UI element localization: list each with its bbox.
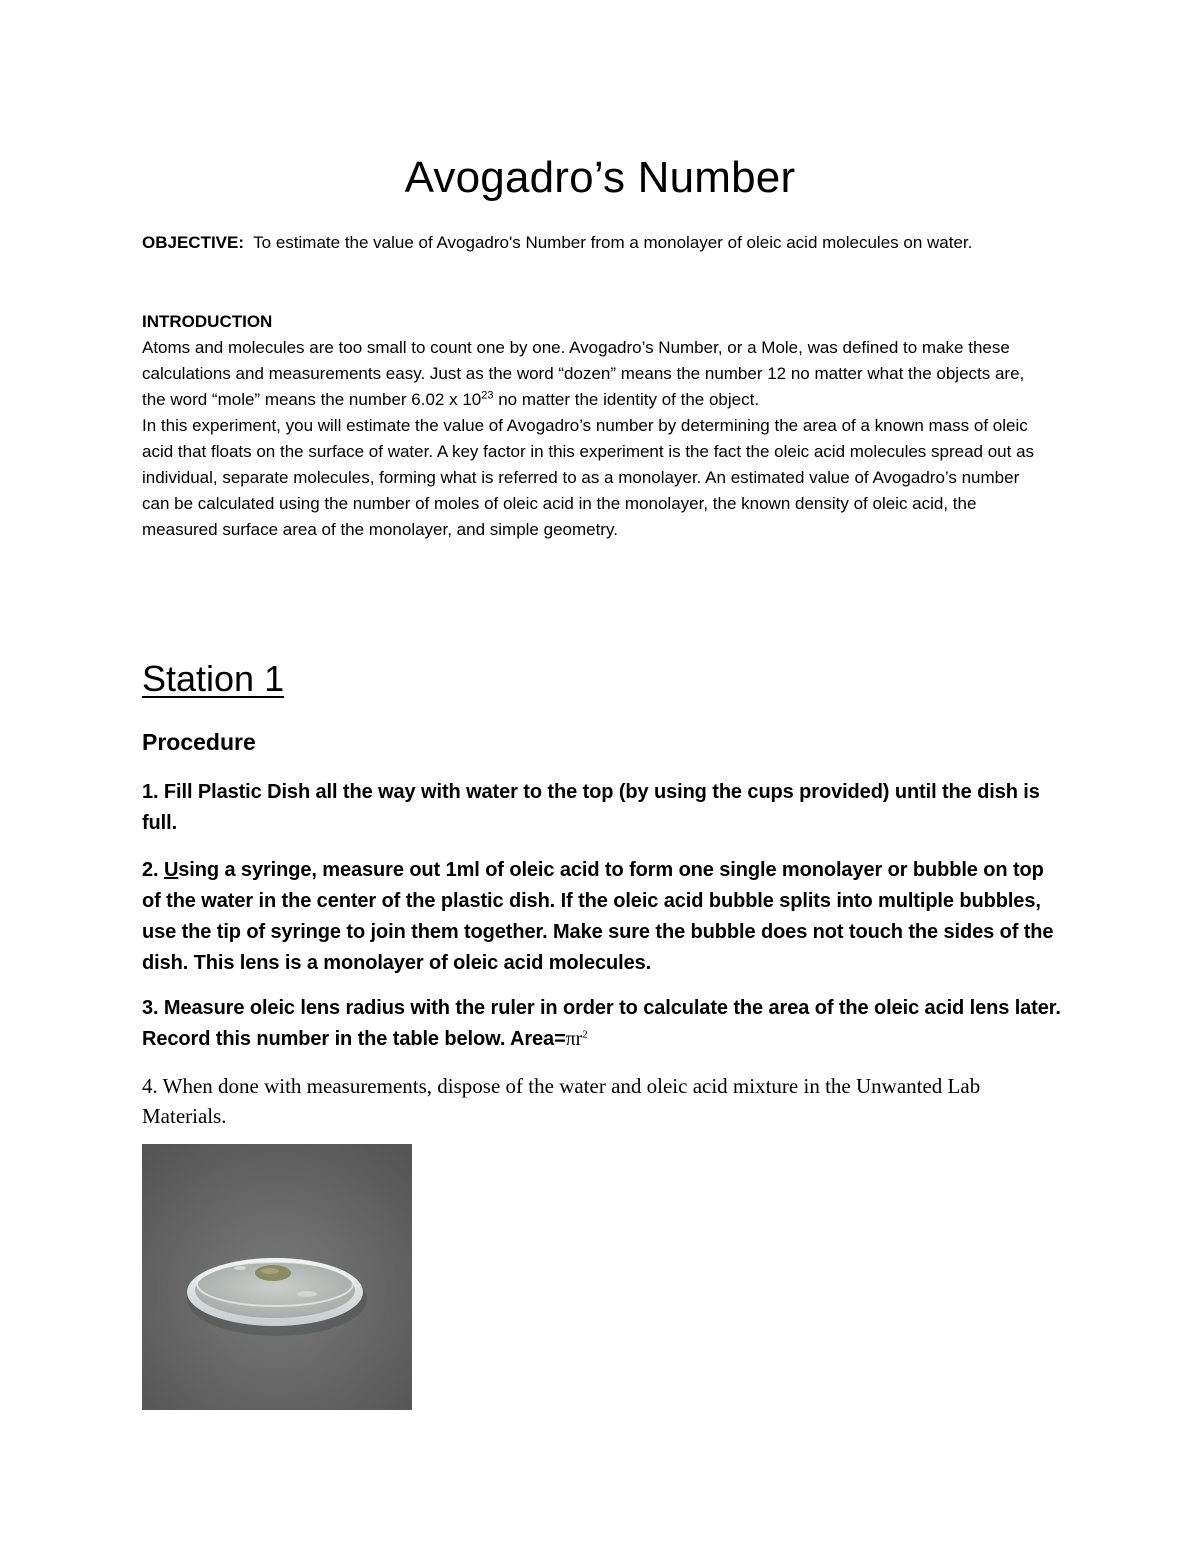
objective-text: To estimate the value of Avogadro's Number from a monolayer of oleic acid molecules on water. — [253, 233, 973, 252]
procedure-step-3 — [142, 993, 1062, 1055]
petri-dish-illustration — [142, 1144, 412, 1410]
objective-paragraph — [142, 230, 1042, 256]
step3-text: 3. Measure oleic lens radius with the ruler in order to calculate the area of the oleic acid lens later. Record this number in the table below. Area= — [142, 997, 1061, 1050]
station-title: Station 1 — [142, 658, 285, 699]
introduction-paragraph-2: In this experiment, you will estimate the value of Avogadro’s number by determining the area of a known mass of oleic acid that floats on the surface of water. A key factor in this experiment is the fact the oleic acid molecules spread out as individual, separate molecules, forming what is referred to as a monolayer. An estimated value of Avogadro’s number can be calculated using the number of moles of oleic acid in the monolayer, the known density of oleic acid, the measured surface area of the monolayer, and simple geometry. — [142, 416, 1035, 539]
step2-warning: Make sure the bubble does not touch the sides of the dish — [142, 921, 1054, 974]
document-title: Avogadro’s Number — [404, 153, 796, 202]
procedure-step-4: 4. When done with measurements, dispose of the water and oleic acid mixture in the Unwanted Lab Materials. — [142, 1074, 981, 1128]
water-reflection — [234, 1266, 246, 1270]
intro-p1-text-end: no matter the identity of the object. — [498, 390, 760, 409]
area-formula: πr — [565, 1028, 583, 1050]
step2-underlined-letter: U — [163, 859, 179, 881]
step2-text: sing a syringe, measure out 1ml of oleic acid to form one single monolayer or bubble on top of the water in the center of the plastic dish. If the oleic acid bubble splits into multiple bubbles, use the tip of syringe to join them together. — [142, 859, 1044, 943]
area-exponent: 2 — [582, 1028, 588, 1041]
intro-exponent: 23 — [481, 389, 494, 402]
procedure-step-1: 1. Fill Plastic Dish all the way with water to the top (by using the cups provided) until the dish is full. — [142, 781, 1040, 834]
petri-dish-photo — [142, 1144, 412, 1410]
introduction-heading: INTRODUCTION — [142, 312, 273, 331]
step2-text-end: . This lens is a monolayer of oleic acid molecules. — [182, 952, 652, 974]
step2-prefix: 2. — [142, 859, 164, 881]
intro-p1-text: Atoms and molecules are too small to count one by one. Avogadro’s Number, or a Mole, was defined to make these calculations and measurements easy. Just as the word “dozen” means the number 12 no matter what the objects are, the word “mole” means the number 6.02 x 10 — [142, 338, 1025, 409]
water-reflection-2 — [297, 1291, 317, 1297]
procedure-heading: Procedure — [142, 729, 256, 755]
introduction-paragraph-1 — [142, 335, 1042, 413]
objective-label: OBJECTIVE: — [142, 233, 245, 252]
lens-highlight — [261, 1268, 279, 1274]
introduction-section — [142, 309, 1042, 543]
procedure-step-2 — [142, 855, 1062, 979]
